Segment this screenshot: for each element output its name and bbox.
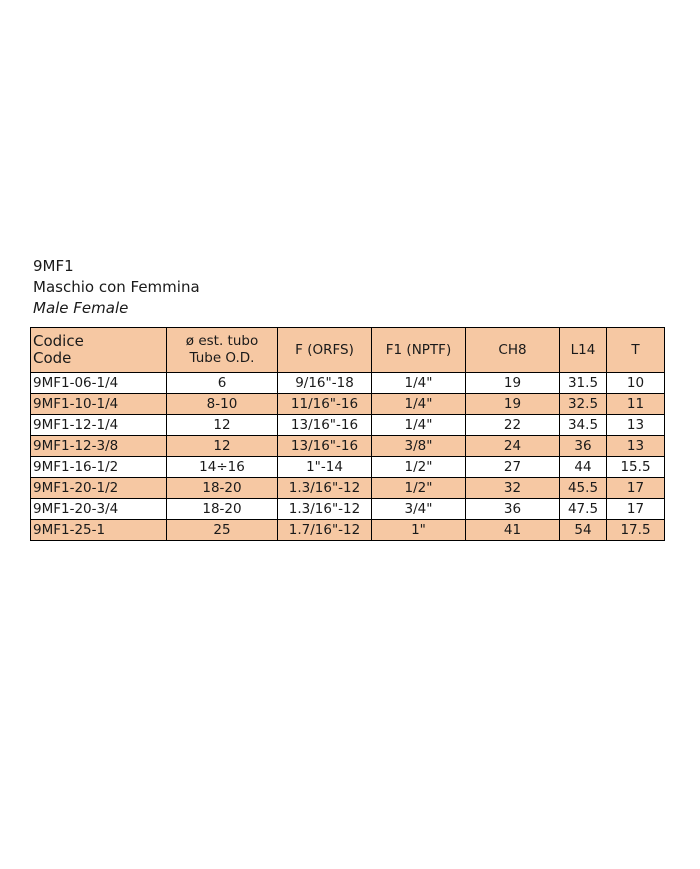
product-code: 9MF1 <box>33 257 74 275</box>
cell-l14: 45.5 <box>560 478 607 499</box>
product-heading <box>33 256 200 319</box>
cell-l14: 47.5 <box>560 499 607 520</box>
spec-table <box>30 327 665 541</box>
cell-f1-nptf: 1/2" <box>372 457 466 478</box>
cell-ch8: 19 <box>466 373 560 394</box>
cell-f-orfs: 1.7/16"-12 <box>278 520 372 541</box>
cell-l14: 31.5 <box>560 373 607 394</box>
table-row <box>31 478 665 499</box>
cell-t: 17 <box>607 478 665 499</box>
cell-tube-od: 12 <box>167 436 278 457</box>
table-row <box>31 436 665 457</box>
cell-f1-nptf: 3/4" <box>372 499 466 520</box>
table-row <box>31 373 665 394</box>
cell-l14: 32.5 <box>560 394 607 415</box>
cell-ch8: 32 <box>466 478 560 499</box>
cell-f1-nptf: 1" <box>372 520 466 541</box>
cell-code: 9MF1-06-1/4 <box>31 373 167 394</box>
cell-tube-od: 12 <box>167 415 278 436</box>
cell-f-orfs: 13/16"-16 <box>278 436 372 457</box>
cell-l14: 34.5 <box>560 415 607 436</box>
cell-tube-od: 18-20 <box>167 499 278 520</box>
cell-tube-od: 8-10 <box>167 394 278 415</box>
cell-ch8: 24 <box>466 436 560 457</box>
cell-l14: 36 <box>560 436 607 457</box>
cell-code: 9MF1-10-1/4 <box>31 394 167 415</box>
table-row <box>31 499 665 520</box>
header-code-it: Codice <box>33 332 84 350</box>
cell-code: 9MF1-25-1 <box>31 520 167 541</box>
cell-ch8: 22 <box>466 415 560 436</box>
cell-tube-od: 6 <box>167 373 278 394</box>
cell-f-orfs: 1.3/16"-12 <box>278 499 372 520</box>
header-code-en: Code <box>33 349 72 367</box>
cell-f-orfs: 13/16"-16 <box>278 415 372 436</box>
cell-l14: 54 <box>560 520 607 541</box>
cell-f1-nptf: 1/4" <box>372 415 466 436</box>
cell-code: 9MF1-12-3/8 <box>31 436 167 457</box>
table-row <box>31 394 665 415</box>
cell-tube-od: 25 <box>167 520 278 541</box>
cell-l14: 44 <box>560 457 607 478</box>
cell-tube-od: 14÷16 <box>167 457 278 478</box>
cell-f1-nptf: 3/8" <box>372 436 466 457</box>
header-f-orfs: F (ORFS) <box>278 328 372 373</box>
cell-f-orfs: 1"-14 <box>278 457 372 478</box>
cell-ch8: 27 <box>466 457 560 478</box>
cell-code: 9MF1-16-1/2 <box>31 457 167 478</box>
header-t: T <box>607 328 665 373</box>
header-tube-od-it: ø est. tubo <box>185 333 259 349</box>
cell-t: 13 <box>607 436 665 457</box>
table-header-row <box>31 328 665 373</box>
cell-ch8: 36 <box>466 499 560 520</box>
cell-f-orfs: 1.3/16"-12 <box>278 478 372 499</box>
cell-code: 9MF1-12-1/4 <box>31 415 167 436</box>
cell-t: 13 <box>607 415 665 436</box>
cell-f-orfs: 11/16"-16 <box>278 394 372 415</box>
table-row <box>31 415 665 436</box>
product-title-english: Male Female <box>33 299 129 317</box>
cell-f1-nptf: 1/4" <box>372 394 466 415</box>
table-row <box>31 457 665 478</box>
cell-t: 10 <box>607 373 665 394</box>
cell-t: 17.5 <box>607 520 665 541</box>
cell-t: 11 <box>607 394 665 415</box>
header-code <box>31 328 167 373</box>
cell-f1-nptf: 1/4" <box>372 373 466 394</box>
header-l14: L14 <box>560 328 607 373</box>
cell-code: 9MF1-20-3/4 <box>31 499 167 520</box>
header-tube-od-en: Tube O.D. <box>189 350 255 366</box>
cell-f1-nptf: 1/2" <box>372 478 466 499</box>
cell-ch8: 19 <box>466 394 560 415</box>
table-row <box>31 520 665 541</box>
cell-t: 15.5 <box>607 457 665 478</box>
cell-f-orfs: 9/16"-18 <box>278 373 372 394</box>
header-ch8: CH8 <box>466 328 560 373</box>
cell-tube-od: 18-20 <box>167 478 278 499</box>
header-tube-od <box>167 328 278 373</box>
header-f1-nptf: F1 (NPTF) <box>372 328 466 373</box>
cell-t: 17 <box>607 499 665 520</box>
cell-ch8: 41 <box>466 520 560 541</box>
product-title-italian: Maschio con Femmina <box>33 278 200 296</box>
cell-code: 9MF1-20-1/2 <box>31 478 167 499</box>
